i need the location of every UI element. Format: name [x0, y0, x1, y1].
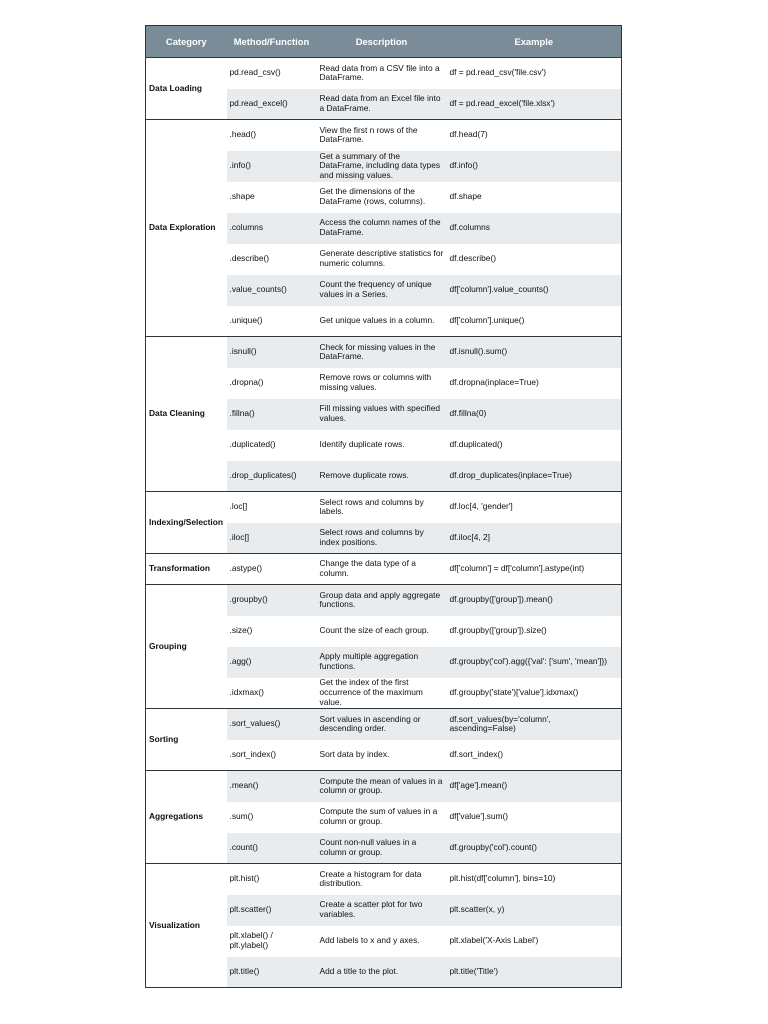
method-cell: .sort_index() [229, 748, 277, 759]
category-cell: Indexing/Selection [146, 492, 227, 554]
description-cell: Select rows and columns by labels. [317, 492, 447, 523]
description-cell: Sort data by index. [319, 748, 390, 759]
description-cell: Compute the sum of values in a column or group. [319, 806, 438, 826]
method-cell: .head() [227, 120, 317, 151]
description-cell: Get the dimensions of the DataFrame (rows, columns). [319, 186, 426, 206]
method-cell: .drop_duplicates() [227, 461, 317, 492]
description-cell: Generate descriptive statistics for numeric columns. [319, 248, 444, 268]
category-cell: Sorting [146, 709, 227, 771]
table-header [146, 26, 622, 58]
example-cell: plt.scatter(x, y) [447, 895, 622, 926]
method-cell: .duplicated() [229, 439, 276, 450]
header-method: Method/Function [227, 26, 317, 58]
example-cell: plt.title('Title') [447, 957, 622, 988]
method-cell: .info() [227, 151, 317, 182]
description-cell: Check for missing values in the DataFrame. [317, 337, 447, 368]
example-cell: df.iloc[4, 2] [447, 523, 622, 554]
description-cell: Create a histogram for data distribution. [317, 864, 447, 895]
description-cell: Get unique values in a column. [319, 314, 435, 325]
description-cell: Compute the mean of values in a column or group. [317, 771, 447, 802]
method-cell: .fillna() [227, 399, 317, 430]
method-cell: .idxmax() [229, 686, 264, 697]
category-cell: Data Loading [146, 58, 227, 120]
description-cell: Count the frequency of unique values in a Series. [317, 275, 447, 306]
description-cell: Get the index of the first occurrence of the maximum value. [319, 677, 423, 707]
pandas-cheat-sheet-table [145, 25, 622, 988]
description-cell: Change the data type of a column. [317, 554, 447, 585]
example-cell: df.groupby('col').count() [447, 833, 622, 864]
table-row [146, 58, 622, 89]
example-cell: df.sort_index() [449, 748, 504, 759]
method-cell: plt.title() [227, 957, 317, 988]
example-cell: df['column'].unique() [449, 314, 525, 325]
example-cell: df.groupby(['group']).size() [449, 625, 547, 636]
example-cell: df['column'].value_counts() [447, 275, 622, 306]
example-cell: df.head(7) [447, 120, 622, 151]
description-cell: Add a title to the plot. [317, 957, 447, 988]
method-cell: plt.hist() [227, 864, 317, 895]
table-row [146, 585, 622, 616]
example-cell: plt.hist(df['column'], bins=10) [447, 864, 622, 895]
table-row [146, 554, 622, 585]
category-cell: Transformation [146, 554, 227, 585]
method-cell: .loc[] [227, 492, 317, 523]
description-cell: Access the column names of the DataFrame. [317, 213, 447, 244]
method-cell: .agg() [227, 647, 317, 678]
example-cell: df.columns [447, 213, 622, 244]
header-category: Category [146, 26, 227, 58]
example-cell: df['column'] = df['column'].astype(int) [447, 554, 622, 585]
example-cell: df['value'].sum() [449, 811, 509, 822]
description-cell: Read data from a CSV file into a DataFrame. [319, 62, 440, 83]
method-cell: .astype() [227, 554, 317, 585]
table-row [146, 337, 622, 368]
description-cell: Identify duplicate rows. [319, 439, 405, 450]
description-cell: Read data from an Excel file into a DataFrame. [317, 89, 447, 120]
method-cell: .isnull() [227, 337, 317, 368]
description-cell: Get a summary of the DataFrame, including data types and missing values. [317, 151, 447, 182]
table-row [146, 864, 622, 895]
description-cell: Fill missing values with specified values. [317, 399, 447, 430]
description-cell: Apply multiple aggregation functions. [317, 647, 447, 678]
table-body [146, 58, 622, 988]
method-cell: .sum() [229, 811, 254, 822]
method-cell: .groupby() [227, 585, 317, 616]
table-row [146, 709, 622, 740]
description-cell: Create a scatter plot for two variables. [317, 895, 447, 926]
example-cell: df.isnull().sum() [447, 337, 622, 368]
description-cell: Group data and apply aggregate functions. [317, 585, 447, 616]
example-cell: plt.xlabel('X-Axis Label') [449, 935, 539, 946]
method-cell: .columns [227, 213, 317, 244]
example-cell: df = pd.read_csv('file.csv') [449, 67, 547, 78]
category-cell: Data Cleaning [146, 337, 227, 492]
example-cell: df.fillna(0) [447, 399, 622, 430]
header-description: Description [317, 26, 447, 58]
method-cell: .value_counts() [227, 275, 317, 306]
example-cell: df.loc[4, 'gender'] [447, 492, 622, 523]
table-row [146, 492, 622, 523]
example-cell: df.groupby('state')['value'].idxmax() [449, 686, 579, 697]
example-cell: df.sort_values(by='column', ascending=False) [447, 709, 622, 740]
method-cell: .describe() [229, 253, 270, 264]
category-cell: Data Exploration [146, 120, 227, 337]
category-cell: Visualization [146, 864, 227, 988]
method-cell: .size() [229, 625, 253, 636]
method-cell: pd.read_csv() [229, 67, 281, 78]
method-cell: .count() [227, 833, 317, 864]
method-cell: plt.xlabel() / plt.ylabel() [229, 930, 273, 950]
header-example: Example [447, 26, 622, 58]
description-cell: Select rows and columns by index positions. [317, 523, 447, 554]
example-cell: df.groupby('col').agg({'val': ['sum', 'mean']}) [447, 647, 622, 678]
description-cell: Count the size of each group. [319, 625, 429, 636]
method-cell: .mean() [227, 771, 317, 802]
description-cell: Sort values in ascending or descending order. [317, 709, 447, 740]
category-cell: Grouping [146, 585, 227, 709]
method-cell: .dropna() [229, 377, 264, 388]
example-cell: df.shape [449, 191, 482, 202]
example-cell: df.drop_duplicates(inplace=True) [447, 461, 622, 492]
example-cell: df['age'].mean() [447, 771, 622, 802]
description-cell: Count non-null values in a column or group. [317, 833, 447, 864]
method-cell: .shape [229, 191, 255, 202]
method-cell: .sort_values() [227, 709, 317, 740]
method-cell: .unique() [229, 314, 263, 325]
example-cell: df.info() [447, 151, 622, 182]
table-row [146, 771, 622, 802]
table-row [146, 120, 622, 151]
description-cell: Remove duplicate rows. [317, 461, 447, 492]
header-row [146, 26, 622, 58]
example-cell: df.dropna(inplace=True) [449, 377, 539, 388]
category-cell: Aggregations [146, 771, 227, 864]
description-cell: Add labels to x and y axes. [319, 935, 420, 946]
example-cell: df = pd.read_excel('file.xlsx') [447, 89, 622, 120]
description-cell: Remove rows or columns with missing values. [319, 372, 432, 392]
example-cell: df.groupby(['group']).mean() [447, 585, 622, 616]
method-cell: pd.read_excel() [227, 89, 317, 120]
description-cell: View the first n rows of the DataFrame. [317, 120, 447, 151]
example-cell: df.describe() [449, 253, 497, 264]
example-cell: df.duplicated() [449, 439, 503, 450]
method-cell: plt.scatter() [227, 895, 317, 926]
method-cell: .iloc[] [227, 523, 317, 554]
